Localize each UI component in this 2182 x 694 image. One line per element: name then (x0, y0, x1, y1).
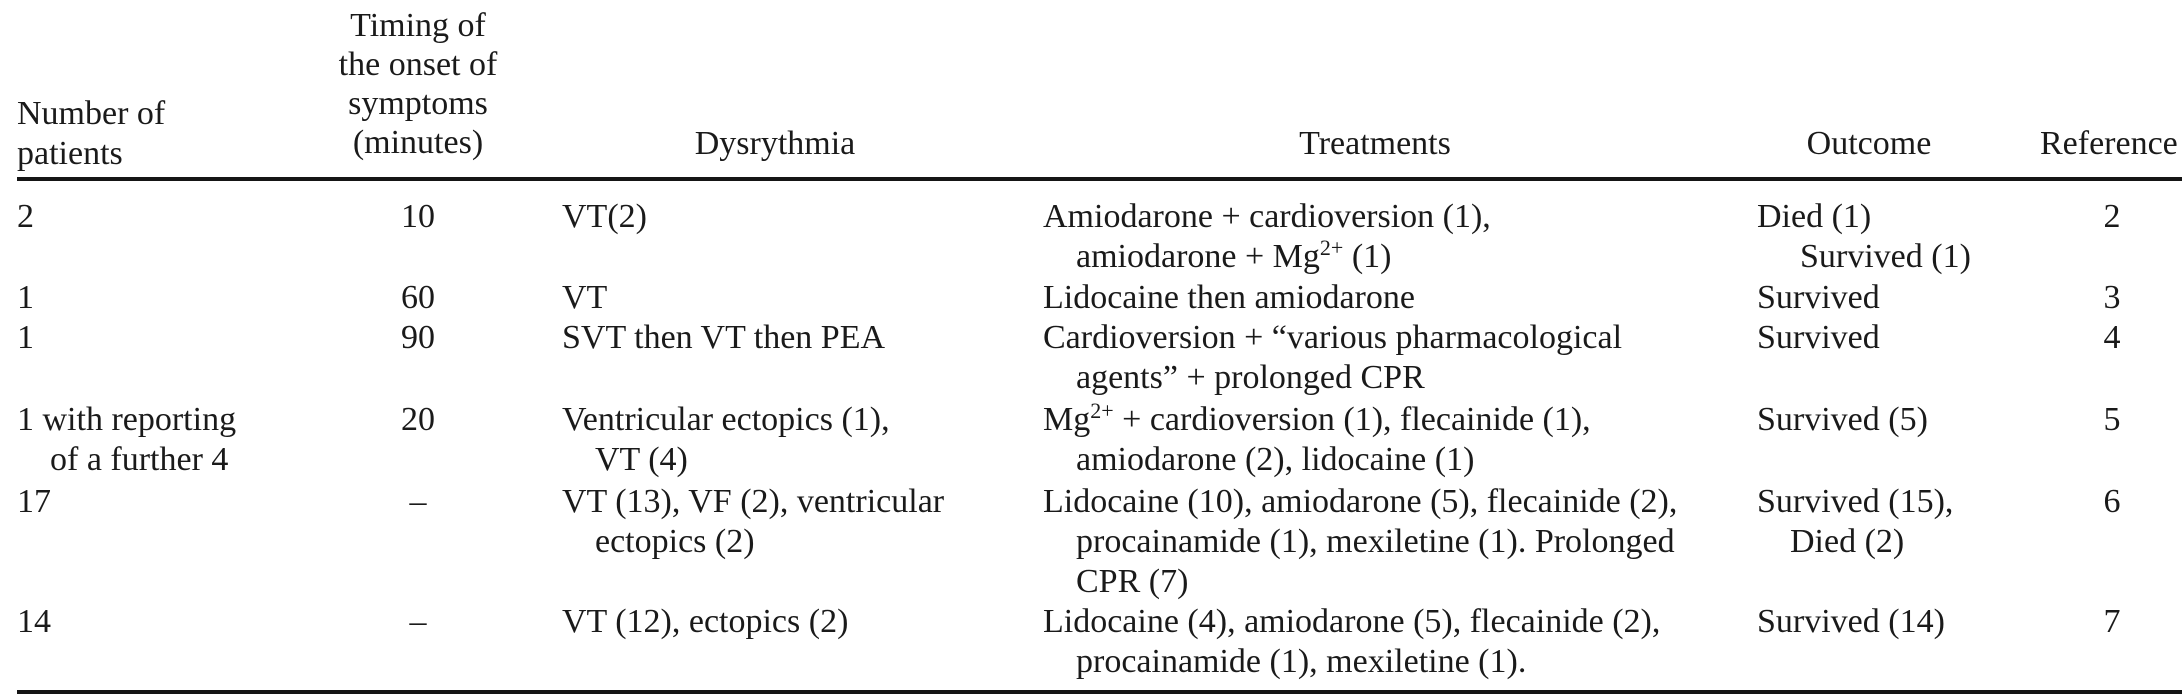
cell-treatments (1043, 400, 1591, 480)
text: Mg (1043, 401, 1091, 438)
header-dysrhythmia: Dysrythmia (694, 125, 856, 162)
cell-outcome: Survived (5) (1757, 401, 1928, 438)
header-outcome: Outcome (1806, 125, 1932, 162)
cell-patients: 1 (17, 319, 34, 356)
cell-timing: 10 (401, 198, 435, 235)
cell-line: procainamide (1), mexiletine (1). (1076, 643, 1527, 680)
cell-treatments (1043, 602, 1660, 682)
cell-reference: 2 (2103, 198, 2121, 235)
cell-line: Survived (1) (1800, 238, 1971, 275)
cell-outcome (1757, 482, 1953, 562)
cell-reference: 4 (2103, 319, 2121, 356)
header-number-of-patients (17, 94, 165, 174)
cell-patients: 14 (17, 603, 51, 640)
superscript-charge: 2+ (1090, 398, 1114, 423)
cell-line: CPR (7) (1076, 563, 1189, 600)
cell-line: Lidocaine (10), amiodarone (5), flecainide (2), (1043, 483, 1678, 520)
cell-dysrhythmia: VT(2) (562, 198, 647, 235)
text: amiodarone + Mg (1076, 238, 1320, 275)
cell-line: Lidocaine (4), amiodarone (5), flecainide (2), (1043, 603, 1661, 640)
cell-dysrhythmia (562, 400, 890, 480)
bottom-rule (17, 690, 2182, 694)
header-line: symptoms (348, 85, 488, 122)
text: + cardioversion (1), flecainide (1), (1113, 401, 1591, 438)
cell-line (1043, 237, 1491, 277)
cell-timing: 90 (401, 319, 435, 356)
cell-reference: 5 (2103, 401, 2121, 438)
cell-outcome: Survived (14) (1757, 603, 1945, 640)
cell-line: Cardioversion + “various pharmacological (1043, 319, 1623, 356)
cell-patients: 1 (17, 279, 34, 316)
cell-outcome: Survived (1757, 319, 1880, 356)
cell-line: Ventricular ectopics (1), (562, 401, 890, 438)
cell-patients: 17 (17, 483, 51, 520)
cell-patients: 2 (17, 198, 34, 235)
cell-timing: 20 (401, 401, 435, 438)
cell-line: VT (4) (595, 441, 688, 478)
cell-timing: 60 (401, 279, 435, 316)
cell-treatments (1043, 482, 1677, 602)
cell-treatments (1043, 318, 1622, 398)
header-line: (minutes) (352, 124, 484, 161)
cell-line: 1 with reporting (17, 401, 237, 438)
header-timing (318, 6, 518, 162)
cell-timing: – (409, 603, 427, 640)
header-line: Number of (17, 95, 166, 132)
cell-line (1043, 400, 1591, 440)
cell-line: Died (1) (1757, 198, 1872, 235)
cell-treatments (1043, 197, 1491, 277)
cell-line: Amiodarone + cardioversion (1), (1043, 198, 1491, 235)
cell-dysrhythmia: VT (562, 279, 608, 316)
cell-line: agents” + prolonged CPR (1076, 359, 1425, 396)
superscript-charge: 2+ (1319, 235, 1344, 260)
cell-reference: 7 (2103, 603, 2121, 640)
cell-line: amiodarone (2), lidocaine (1) (1076, 441, 1475, 478)
cell-patients (17, 400, 236, 480)
cell-line: Survived (15), (1757, 483, 1954, 520)
header-line: patients (17, 135, 123, 172)
cell-reference: 6 (2103, 483, 2121, 520)
cell-line: ectopics (2) (595, 523, 755, 560)
header-treatments: Treatments (1299, 125, 1451, 162)
cell-line: Died (2) (1790, 523, 1905, 560)
header-line: the onset of (338, 46, 498, 83)
cell-outcome (1757, 197, 1971, 277)
cell-reference: 3 (2103, 279, 2121, 316)
text: (1) (1343, 238, 1392, 275)
cell-timing: – (409, 483, 427, 520)
cell-outcome: Survived (1757, 279, 1880, 316)
cell-treatments: Lidocaine then amiodarone (1043, 279, 1415, 316)
cell-line: of a further 4 (50, 441, 229, 478)
header-line: Timing of (350, 7, 486, 44)
header-reference: Reference (2040, 125, 2178, 162)
cell-dysrhythmia: SVT then VT then PEA (562, 319, 886, 356)
header-rule (17, 177, 2182, 181)
cell-dysrhythmia: VT (12), ectopics (2) (562, 603, 849, 640)
cell-dysrhythmia (562, 482, 944, 562)
cell-line: VT (13), VF (2), ventricular (562, 483, 945, 520)
cell-line: procainamide (1), mexiletine (1). Prolonged (1076, 523, 1675, 560)
